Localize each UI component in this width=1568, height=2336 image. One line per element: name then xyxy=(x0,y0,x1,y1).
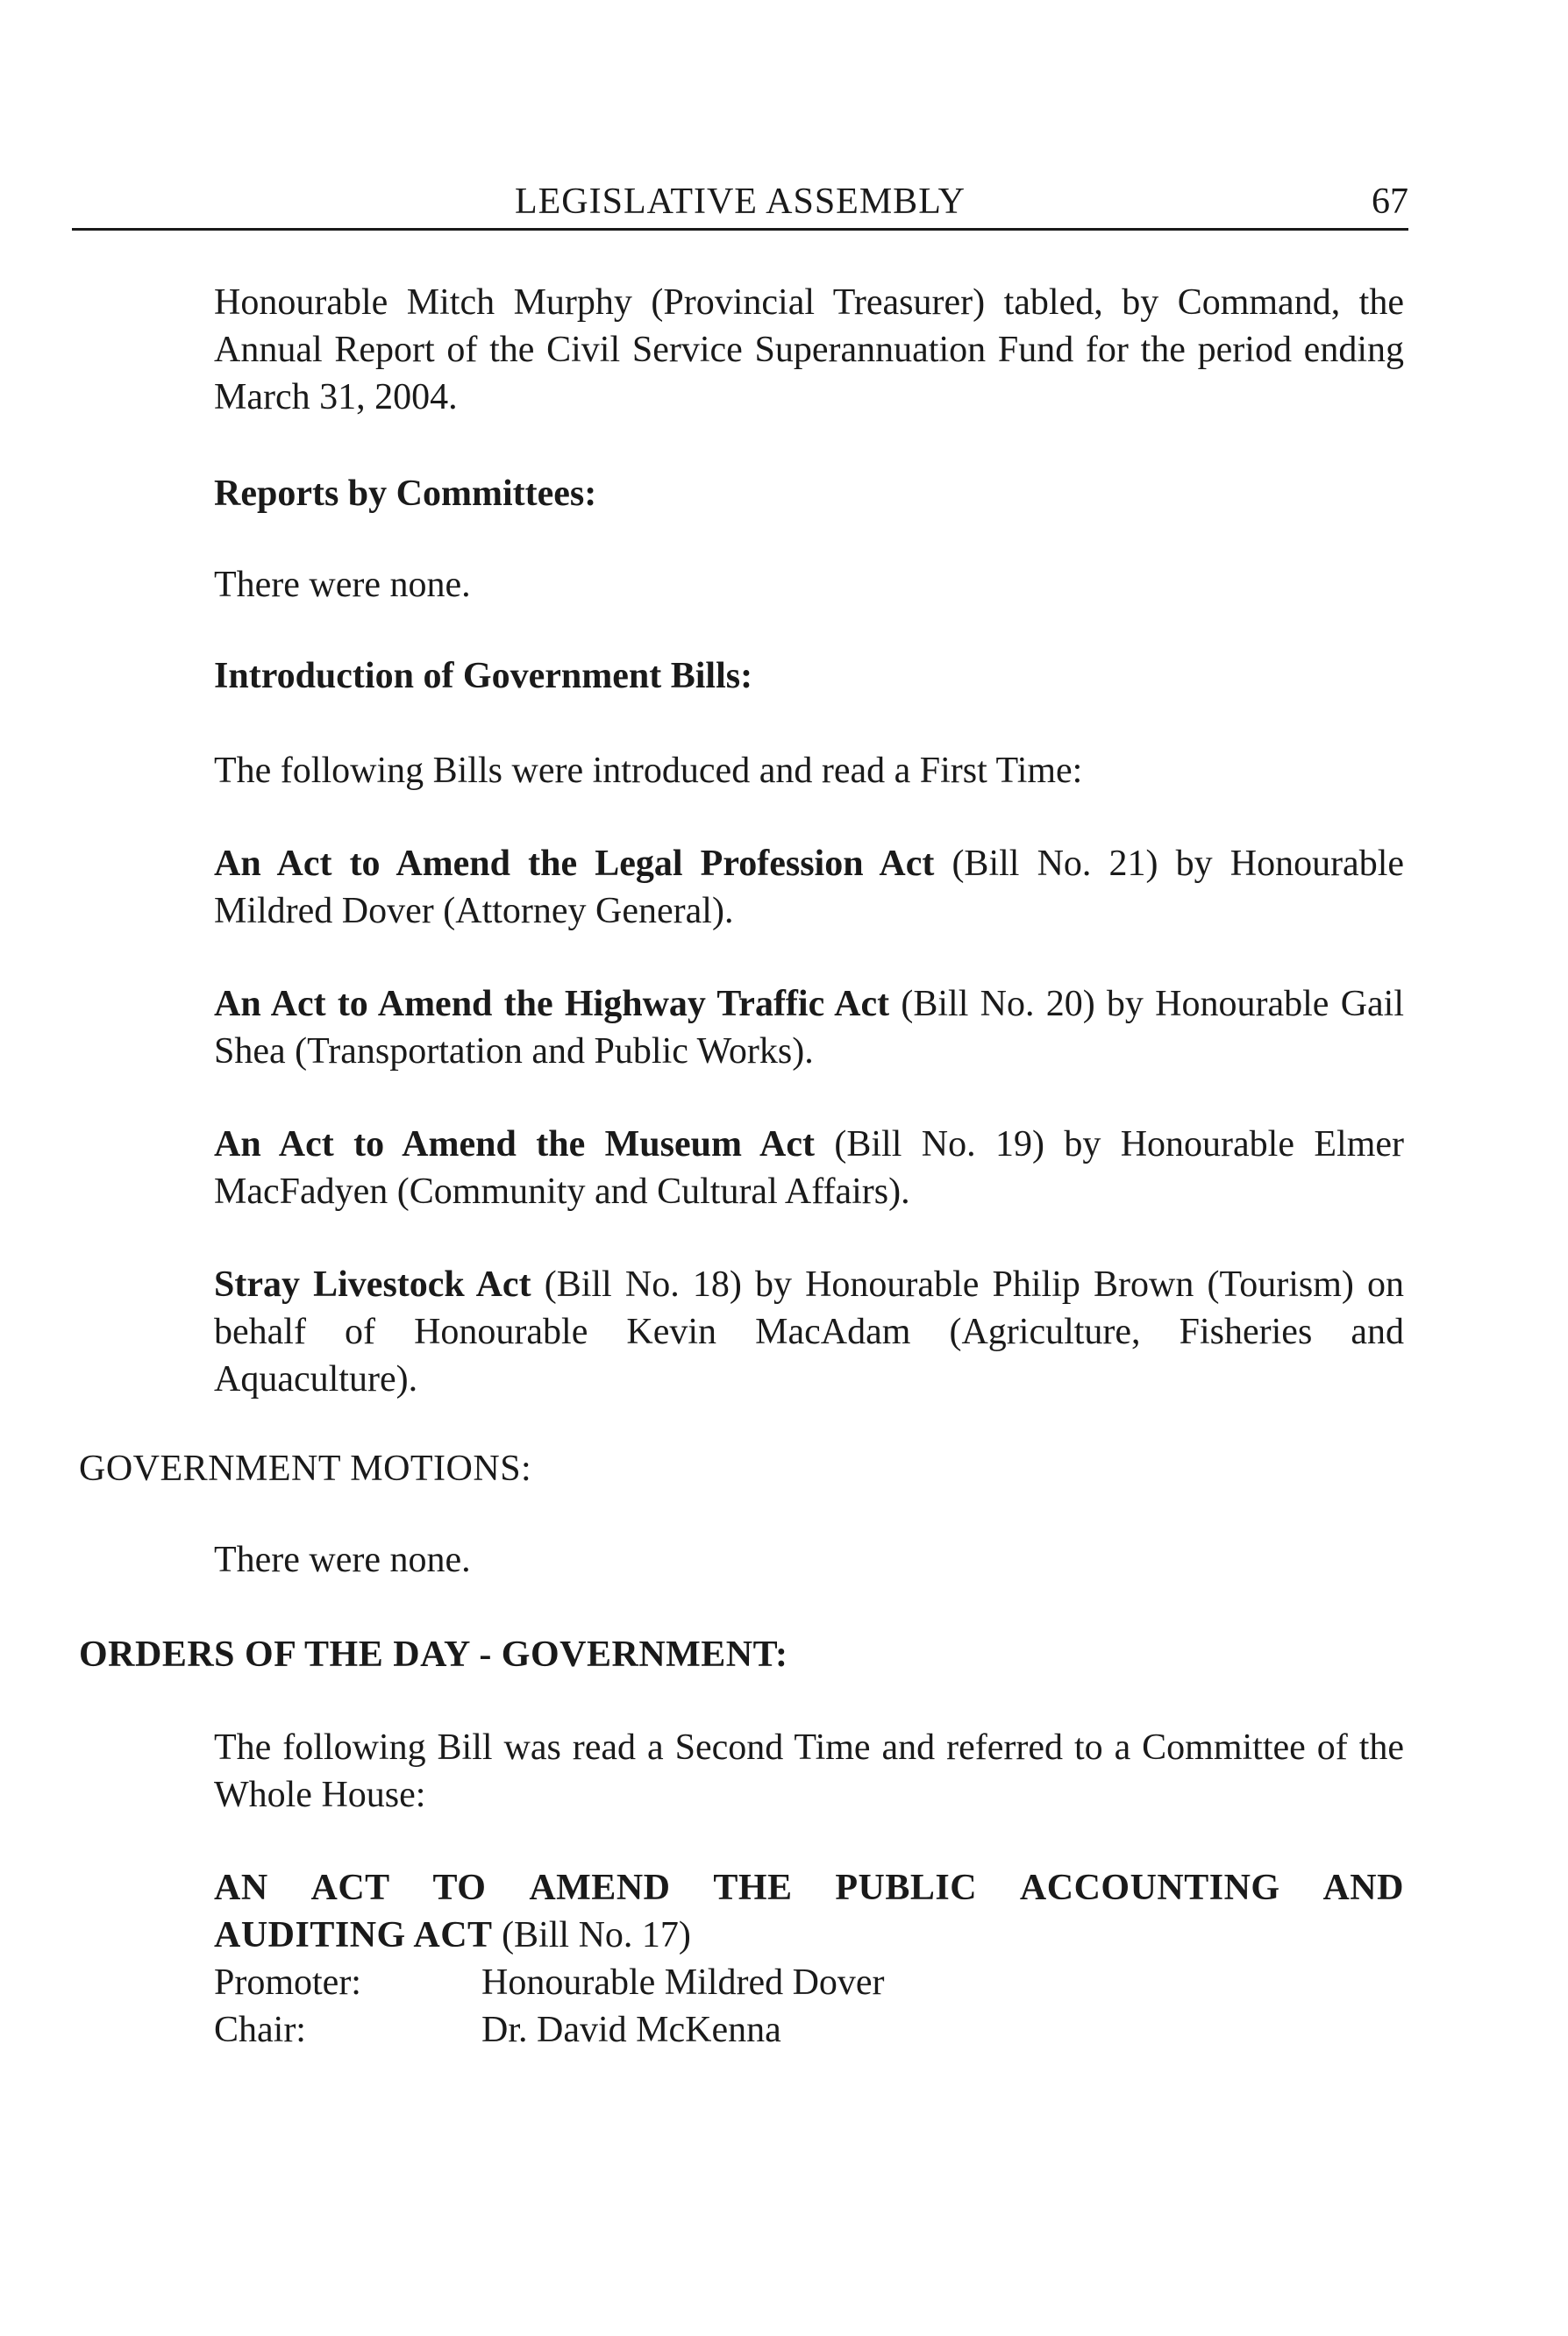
bill-title-line2: AUDITING ACT xyxy=(214,1915,493,1955)
bill-title-word: AMEND xyxy=(529,1868,671,1908)
orders-of-day-text: The following Bill was read a Second Time and referred to a Committee of the Whole House: xyxy=(214,1727,1404,1815)
bill-title-line-2 xyxy=(214,1912,1404,1959)
bill-title-word: AND xyxy=(1322,1868,1404,1908)
bill-entry xyxy=(214,1121,1404,1215)
bill-title-word: PUBLIC xyxy=(835,1868,978,1908)
bill-number: (Bill No. 17) xyxy=(492,1915,691,1955)
bill-title: An Act to Amend the Highway Traffic Act xyxy=(214,984,890,1024)
promoter-label: Promoter: xyxy=(214,1962,361,2003)
header-title: LEGISLATIVE ASSEMBLY xyxy=(515,182,966,222)
bill-title-line xyxy=(214,1864,1404,1912)
chair-label: Chair: xyxy=(214,2010,306,2050)
intro-bills-heading: Introduction of Government Bills: xyxy=(214,656,753,696)
bill-details: (Bill No. 19) by Honourable Elmer MacFadyen (Community and Cultural Affairs). xyxy=(214,1124,1405,1212)
bill-entry xyxy=(214,980,1404,1075)
bill-title-word: AN xyxy=(214,1868,268,1908)
bill-entry xyxy=(214,840,1404,935)
reports-heading: Reports by Committees: xyxy=(214,474,597,514)
chair-row xyxy=(214,2006,1404,2054)
government-motions-heading: GOVERNMENT MOTIONS: xyxy=(79,1449,532,1489)
tabled-paragraph: Honourable Mitch Murphy (Provincial Treasurer) tabled, by Command, the Annual Report of the Civil Service Superannuation Fund for the period ending March 31, 2004. xyxy=(214,282,1404,417)
bill-title-word: ACT xyxy=(310,1868,390,1908)
bill-title: An Act to Amend the Museum Act xyxy=(214,1124,815,1164)
intro-bills-text: The following Bills were introduced and read a First Time: xyxy=(214,751,1083,791)
bill-details: (Bill No. 18) by Honourable Philip Brown (Tourism) on behalf of Honourable Kevin MacAdam (Agriculture, Fisheries and Aquaculture). xyxy=(214,1264,1404,1399)
reports-text: There were none. xyxy=(214,565,471,605)
government-motions-text: There were none. xyxy=(214,1540,471,1580)
promoter-value: Honourable Mildred Dover xyxy=(481,1962,885,2003)
bill-title: An Act to Amend the Legal Profession Act xyxy=(214,844,935,884)
bill-entry xyxy=(214,1261,1404,1403)
running-header xyxy=(72,172,1408,231)
bill-title: Stray Livestock Act xyxy=(214,1264,531,1305)
bill-title-word: THE xyxy=(713,1868,793,1908)
bill-details: (Bill No. 21) by Honourable Mildred Dover (Attorney General). xyxy=(214,844,1405,931)
orders-of-day-heading: ORDERS OF THE DAY - GOVERNMENT: xyxy=(79,1634,788,1675)
bill-details: (Bill No. 20) by Honourable Gail Shea (Transportation and Public Works). xyxy=(214,984,1405,1072)
bill-title-word: ACCOUNTING xyxy=(1019,1868,1280,1908)
second-reading-bill xyxy=(214,1864,1404,2054)
page-number: 67 xyxy=(1372,182,1408,222)
promoter-row xyxy=(214,1959,1404,2006)
bill-title-word: TO xyxy=(432,1868,487,1908)
chair-value: Dr. David McKenna xyxy=(481,2010,781,2050)
